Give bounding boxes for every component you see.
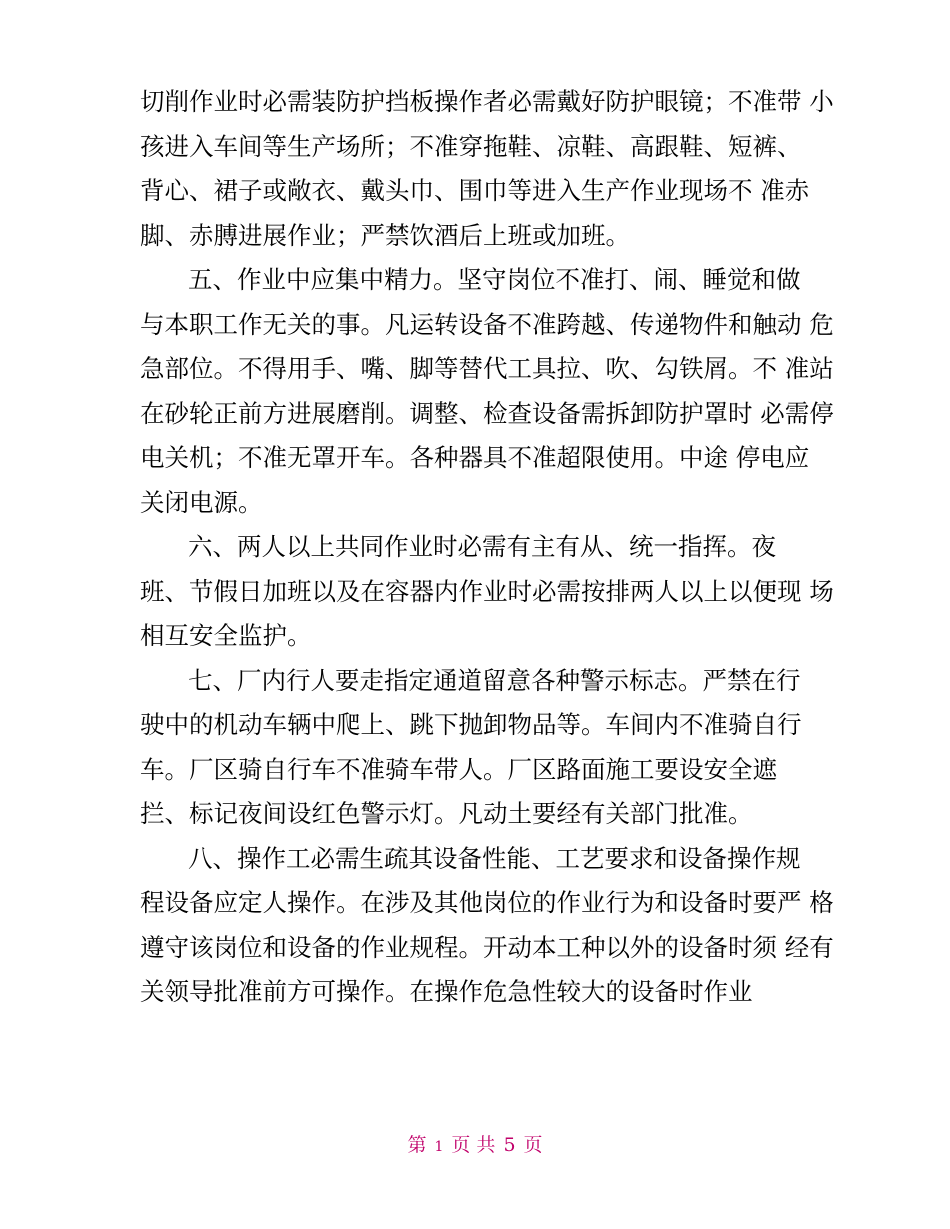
text-line: 程设备应定人操作。在涉及其他岗位的作业行为和设备时要严 格 [140,888,834,917]
text-line: 在砂轮正前方进展磨削。调整、检查设备需拆卸防护罩时 必需停 [140,398,834,428]
text-line: 急部位。不得用手、嘴、脚等替代工具拉、吹、勾铁屑。不 准站 [140,354,834,383]
paragraph-start-8: 八、操作工必需生疏其设备性能、工艺要求和设备操作规 [188,843,801,873]
footer-suffix: 页 [523,1134,543,1156]
page-footer [0,1130,950,1162]
text-line: 相互安全监护。 [140,621,312,650]
paragraph-start-6: 六、两人以上共同作业时必需有主有从、统一指挥。夜 [188,532,776,561]
paragraph-start-5: 五、作业中应集中精力。坚守岗位不准打、闹、睡觉和做 [188,265,801,294]
text-line: 拦、标记夜间设红色警示灯。凡动土要经有关部门批准。 [140,799,753,828]
text-line: 电关机；不准无罩开车。各种器具不准超限使用。中途 停电应 [140,443,810,472]
text-line: 车。厂区骑自行车不准骑车带人。厂区路面施工要设安全遮 [140,754,777,784]
document-body [140,80,834,1015]
page-number: 1 [434,1139,444,1155]
text-line: 遵守该岗位和设备的作业规程。开动本工种以外的设备时须 经有 [140,932,834,962]
text-line: 与本职工作无关的事。凡运转设备不准跨越、传递物件和触动 危 [140,309,834,339]
text-line: 关闭电源。 [140,487,263,517]
footer-prefix: 第 [407,1134,427,1156]
text-line: 脚、赤膊进展作业；严禁饮酒后上班或加班。 [140,220,630,250]
text-line: 班、节假日加班以及在容器内作业时必需按排两人以上以便现 场 [140,576,834,606]
paragraph-start-7: 七、厂内行人要走指定通道留意各种警示标志。严禁在行 [188,665,801,695]
text-line: 切削作业时必需装防护挡板操作者必需戴好防护眼镜；不准带 小 [140,87,834,116]
text-line: 背心、裙子或敞衣、戴头巾、围巾等进入生产作业现场不 准赤 [140,176,810,205]
text-line: 关领导批准前方可操作。在操作危急性较大的设备时作业 [140,977,753,1006]
text-line: 孩进入车间等生产场所；不准穿拖鞋、凉鞋、高跟鞋、短裤、 [140,131,802,161]
total-pages: 5 [503,1134,516,1156]
footer-mid: 页 共 [451,1134,496,1156]
text-line: 驶中的机动车辆中爬上、跳下抛卸物品等。车间内不准骑自行 [140,710,802,739]
